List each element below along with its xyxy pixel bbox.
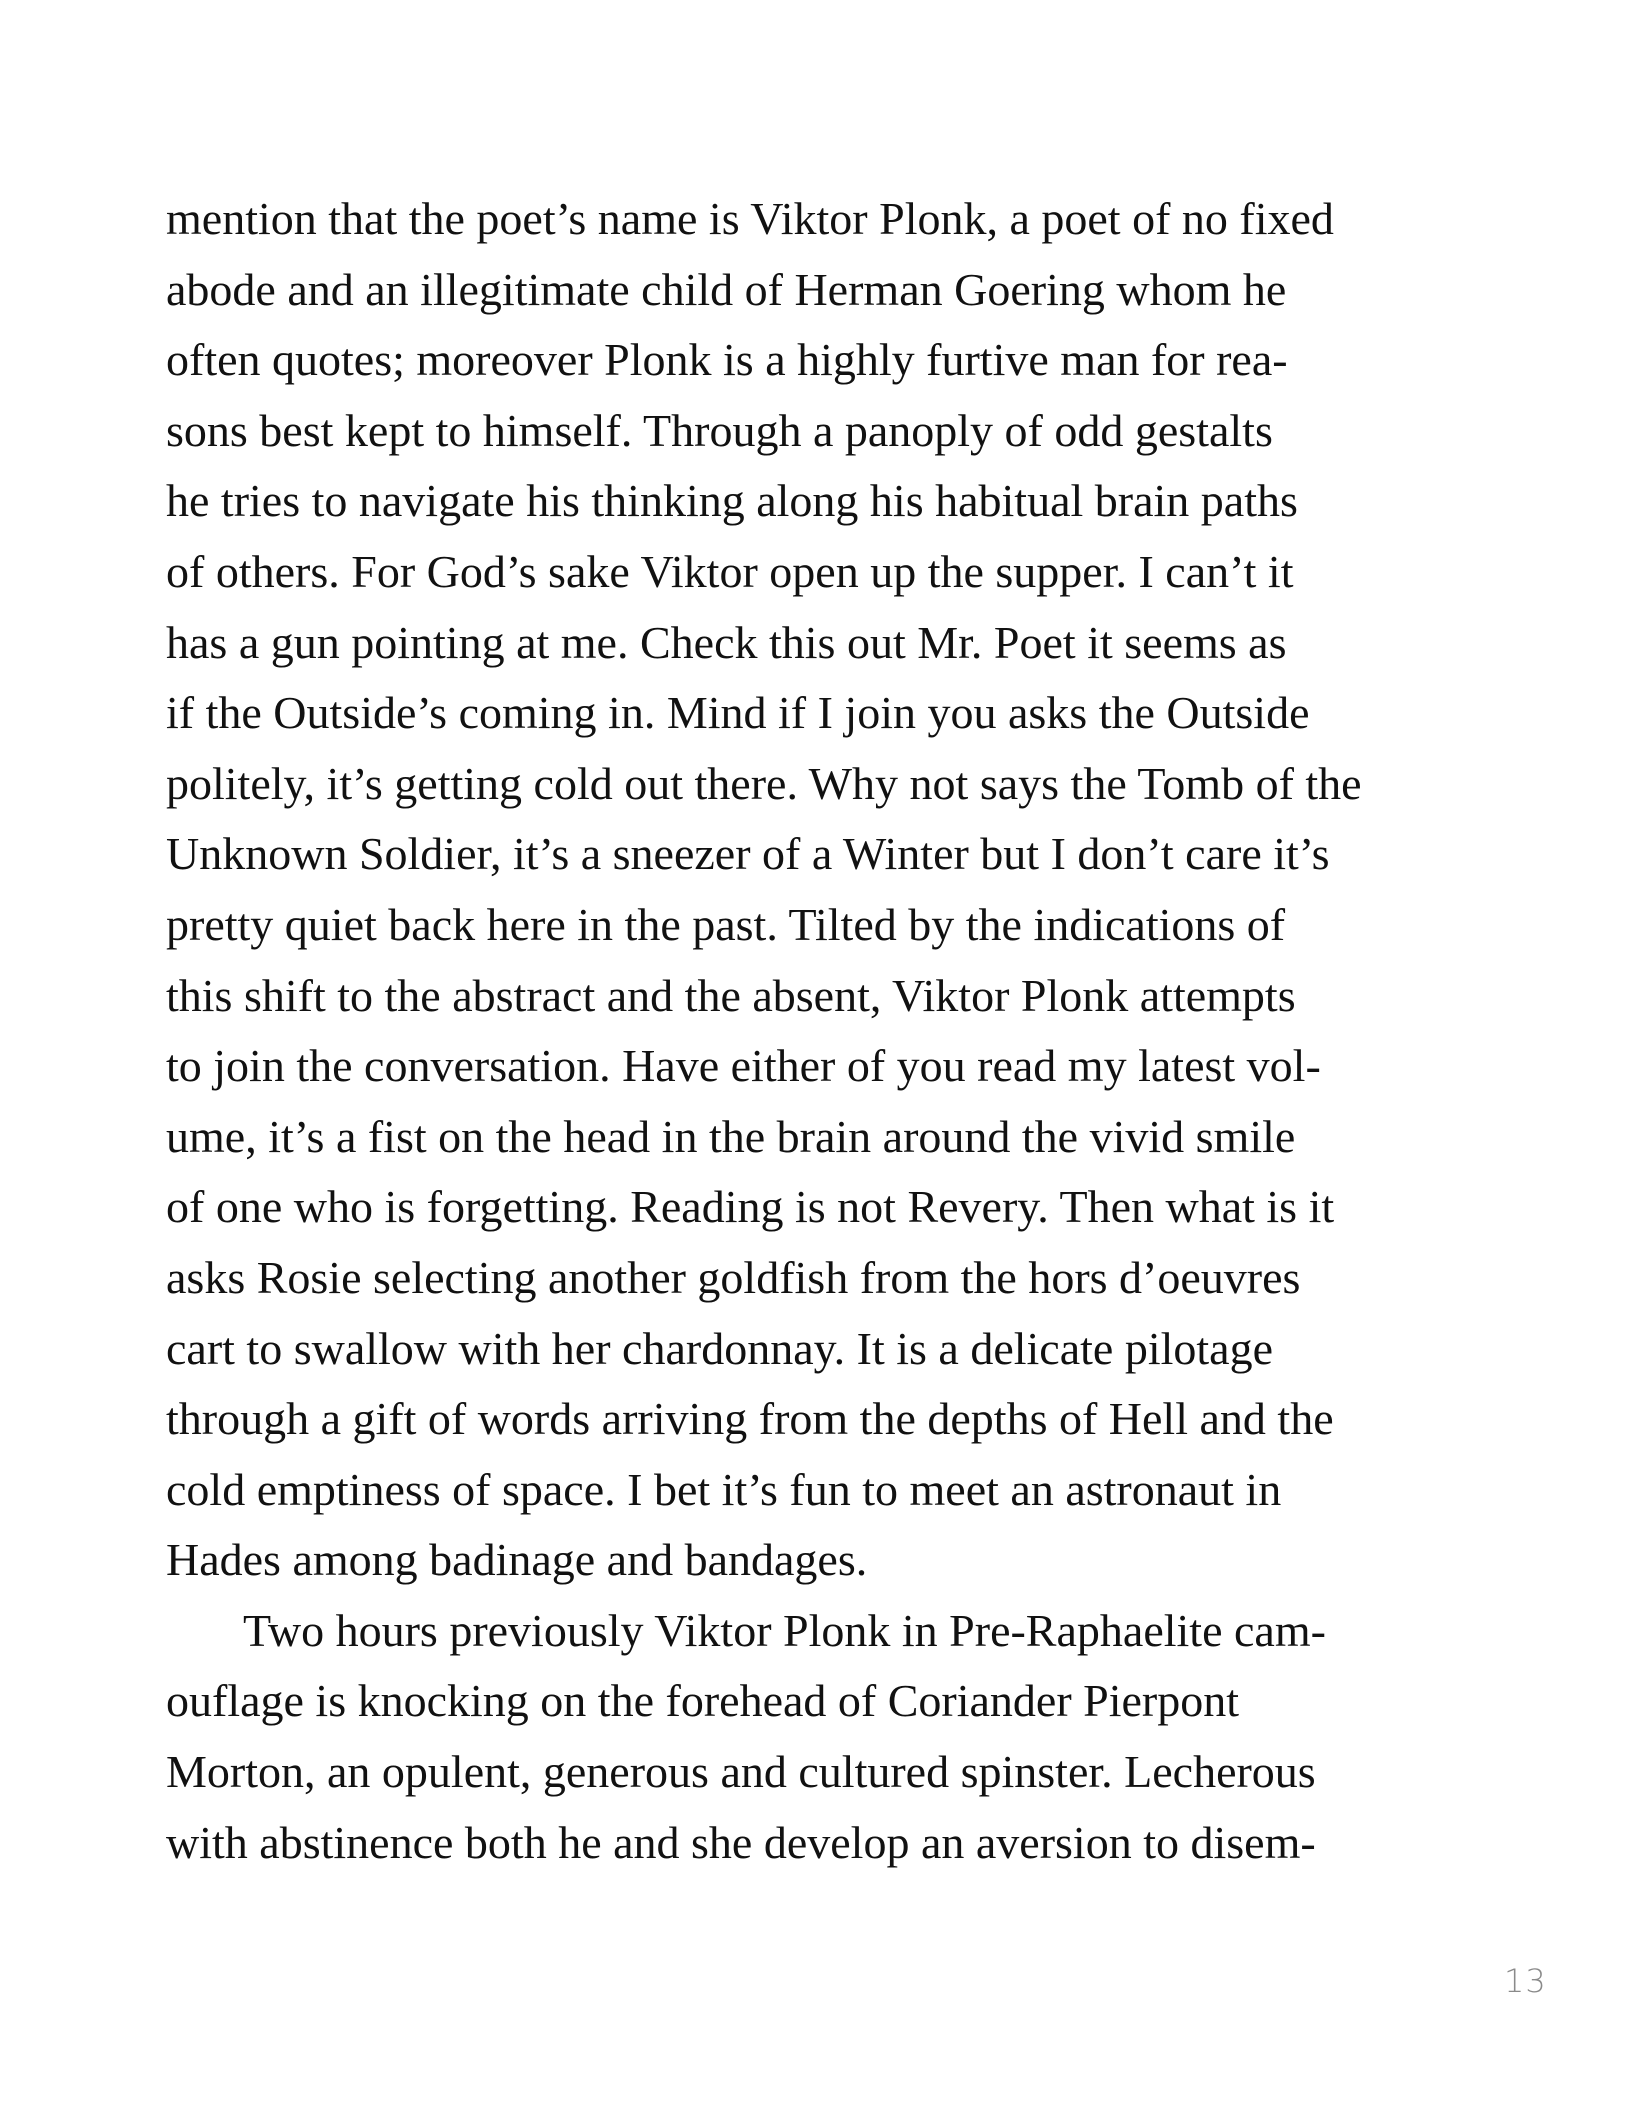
- text-line: pretty quiet back here in the past. Tilted by the indications of: [166, 898, 1286, 950]
- text-line: Morton, an opulent, generous and cultured spinster. Lecherous: [166, 1746, 1316, 1798]
- text-line: mention that the poet’s name is Viktor Plonk, a poet of no fixed: [166, 193, 1334, 244]
- text-line: with abstinence both he and she develop an aversion to disem-: [166, 1816, 1316, 1868]
- text-line: through a gift of words arriving from the depths of Hell and the: [166, 1393, 1334, 1445]
- text-line: sons best kept to himself. Through a panoply of odd gestalts: [166, 404, 1273, 456]
- text-line: ouflage is knocking on the forehead of Coriander Pierpont: [166, 1675, 1240, 1727]
- text-line: if the Outside’s coming in. Mind if I join you asks the Outside: [166, 687, 1310, 739]
- text-line: asks Rosie selecting another goldfish from the hors d’oeuvres: [166, 1251, 1301, 1303]
- text-line: he tries to navigate his thinking along his habitual brain paths: [166, 475, 1298, 527]
- page-number: 13: [1504, 1962, 1547, 2000]
- text-line: abode and an illegitimate child of Herman Goering whom he: [166, 263, 1287, 315]
- body-text: [166, 184, 1566, 1878]
- text-line: this shift to the abstract and the absent, Viktor Plonk attempts: [166, 969, 1296, 1021]
- text-line: has a gun pointing at me. Check this out Mr. Poet it seems as: [166, 616, 1287, 668]
- paragraph-2: [166, 1596, 1566, 1878]
- text-line: cart to swallow with her chardonnay. It is a delicate pilotage: [166, 1322, 1274, 1374]
- text-line: politely, it’s getting cold out there. Why not says the Tomb of the: [166, 757, 1362, 809]
- text-line-indented: Two hours previously Viktor Plonk in Pre-Raphaelite cam-: [243, 1604, 1326, 1656]
- text-line: to join the conversation. Have either of you read my latest vol-: [166, 1040, 1321, 1092]
- text-line: ume, it’s a fist on the head in the brain around the vivid smile: [166, 1110, 1296, 1162]
- text-line: of one who is forgetting. Reading is not Revery. Then what is it: [166, 1181, 1335, 1233]
- text-line: of others. For God’s sake Viktor open up the supper. I can’t it: [166, 545, 1294, 597]
- text-line: Hades among badinage and bandages.: [166, 1534, 868, 1586]
- text-line: Unknown Soldier, it’s a sneezer of a Winter but I don’t care it’s: [166, 828, 1330, 880]
- text-line: cold emptiness of space. I bet it’s fun to meet an astronaut in: [166, 1463, 1282, 1515]
- paragraph-1: [166, 184, 1566, 1596]
- text-line: often quotes; moreover Plonk is a highly furtive man for rea-: [166, 334, 1288, 386]
